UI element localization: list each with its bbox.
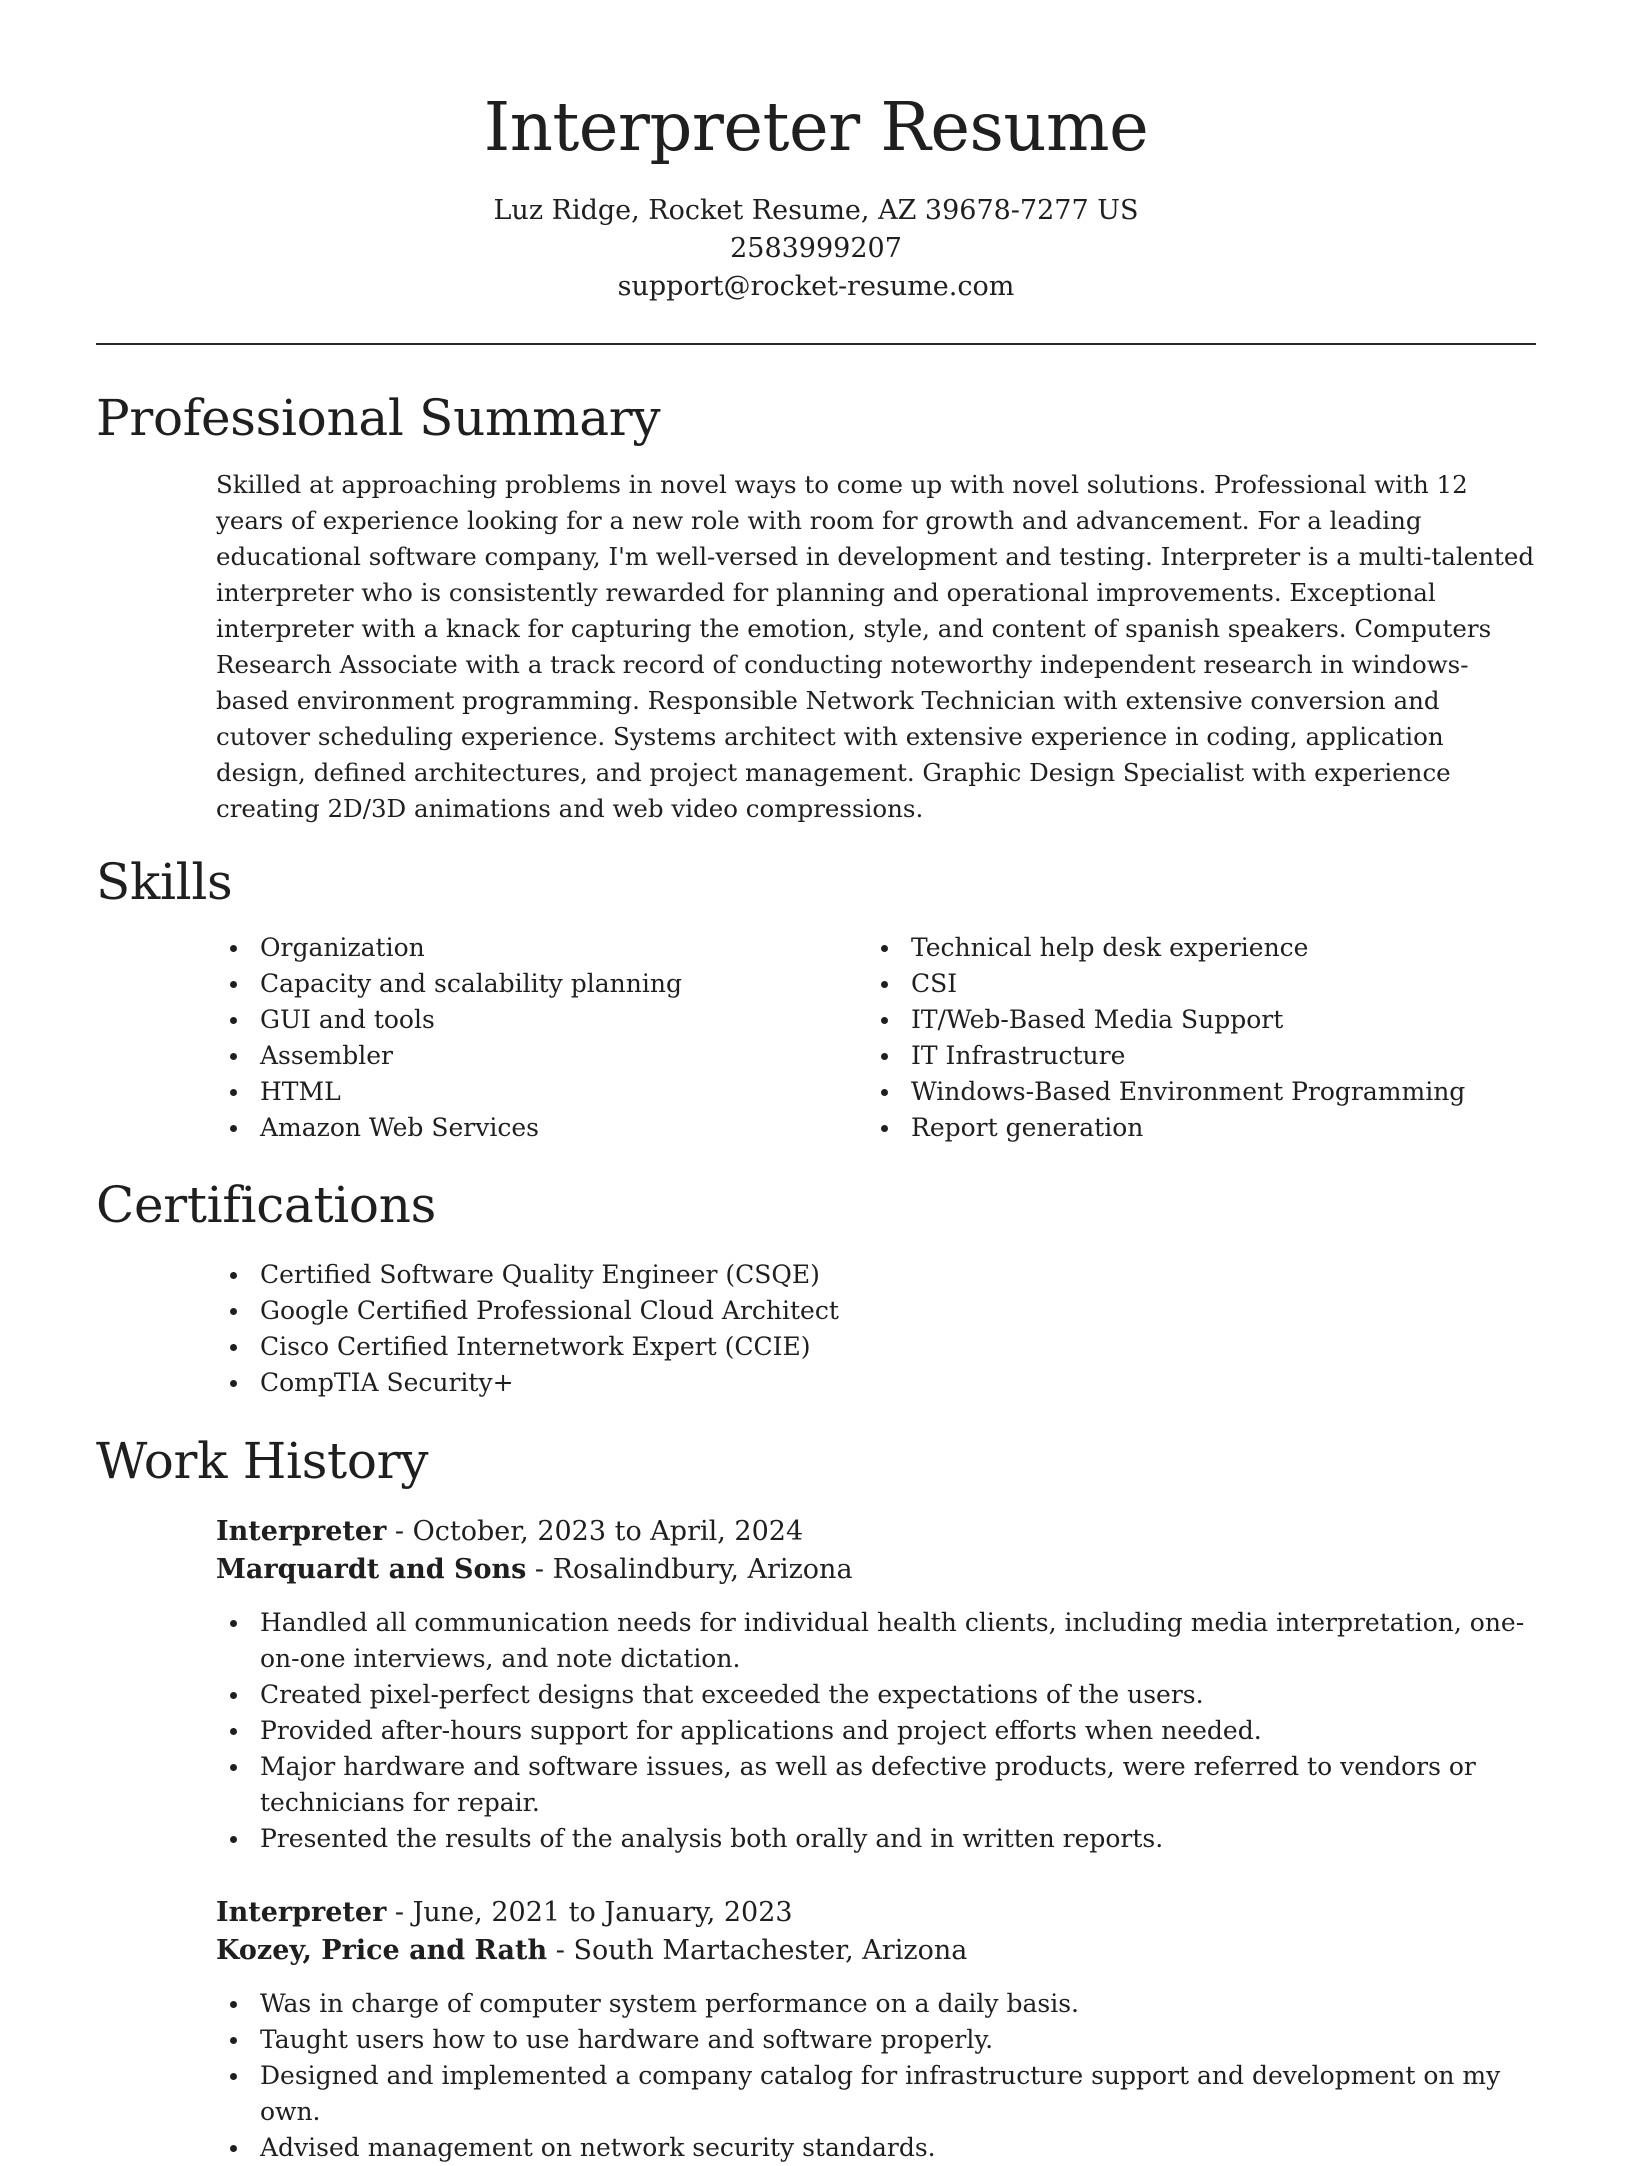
job-company-line [216,1551,1536,1589]
job-separator: - [386,1897,413,1928]
job-entry [96,1513,1536,1857]
certification-item: Google Certified Professional Cloud Architect [216,1293,1536,1329]
summary-section [96,385,1536,827]
job-company: Kozey, Price and Rath [216,1935,548,1966]
skill-item: Capacity and scalability planning [216,966,867,1002]
contact-email: support@rocket-resume.com [617,271,1015,302]
certifications-heading: Certifications [96,1176,436,1234]
summary-heading: Professional Summary [96,389,661,447]
certifications-section [96,1172,1536,1401]
skills-grid [96,930,1536,1146]
skill-item: CSI [867,966,1518,1002]
skills-list-right [867,930,1518,1146]
certification-item: CompTIA Security+ [216,1365,1536,1401]
job-duties-list [216,1986,1536,2166]
skill-item: HTML [216,1074,867,1110]
certification-item: Certified Software Quality Engineer (CSQE) [216,1257,1536,1293]
job-duty-item: Presented the results of the analysis both orally and in written reports. [216,1821,1536,1857]
contact-phone: 2583999207 [730,233,902,264]
job-duty-item: Taught users how to use hardware and software properly. [216,2022,1536,2058]
job-duty-item: Created pixel-perfect designs that exceeded the expectations of the users. [216,1677,1536,1713]
skill-item: Amazon Web Services [216,1110,867,1146]
job-title-line [216,1513,1536,1551]
job-duty-item: Was in charge of computer system performance on a daily basis. [216,1986,1536,2022]
job-separator: - [386,1516,413,1547]
job-company: Marquardt and Sons [216,1554,527,1585]
job-location: South Martachester, Arizona [573,1935,968,1966]
skill-item: Technical help desk experience [867,930,1518,966]
contact-address: Luz Ridge, Rocket Resume, AZ 39678-7277 US [493,195,1139,226]
skill-item: IT Infrastructure [867,1038,1518,1074]
resume-header [96,0,1536,306]
skill-item: Windows-Based Environment Programming [867,1074,1518,1110]
job-separator: - [547,1935,574,1966]
skills-list-left [216,930,867,1146]
job-dates: October, 2023 to April, 2024 [412,1516,804,1547]
header-divider [96,343,1536,345]
skill-item: Assembler [216,1038,867,1074]
summary-text: Skilled at approaching problems in novel ways to come up with novel solutions. Professional with 12 years of experience looking for a new role with room for growth and advancement. For a leading educational software company, I'm well-versed in development and testing. Interpreter is a multi-talented interpreter who is consistently rewarded for planning and operational improvements. Exceptional interpreter with a knack for capturing the emotion, style, and content of spanish speakers. Computers Research Associate with a track record of conducting noteworthy independent research in windows-based environment programming. Responsible Network Technician with extensive conversion and cutover scheduling experience. Systems architect with extensive experience in coding, application design, defined architectures, and project management. Graphic Design Specialist with experience creating 2D/3D animations and web video compressions. [216,470,1534,823]
job-duty-item: Major hardware and software issues, as well as defective products, were referred to vendors or technicians for repair. [216,1749,1536,1821]
skill-item: IT/Web-Based Media Support [867,1002,1518,1038]
job-title: Interpreter [216,1897,387,1928]
skill-item: Organization [216,930,867,966]
job-company-line [216,1932,1536,1970]
certification-item: Cisco Certified Internetwork Expert (CCIE) [216,1329,1536,1365]
job-title-line [216,1894,1536,1932]
job-separator: - [526,1554,553,1585]
skill-item: Report generation [867,1110,1518,1146]
work-history-section [96,1428,1536,2166]
work-history-heading: Work History [96,1432,429,1490]
job-duty-item: Provided after-hours support for applications and project efforts when needed. [216,1713,1536,1749]
job-duty-item: Handled all communication needs for individual health clients, including media interpretation, one-on-one interviews, and note dictation. [216,1605,1536,1677]
skills-heading: Skills [96,853,233,911]
certifications-list [96,1257,1536,1401]
job-title: Interpreter [216,1516,387,1547]
job-duties-list [216,1605,1536,1857]
job-dates: June, 2021 to January, 2023 [412,1897,793,1928]
job-entry [96,1894,1536,2166]
resume-title: Interpreter Resume [483,88,1149,166]
skill-item: GUI and tools [216,1002,867,1038]
skills-section [96,849,1536,1146]
job-duty-item: Advised management on network security standards. [216,2130,1536,2166]
job-location: Rosalindbury, Arizona [552,1554,853,1585]
job-duty-item: Designed and implemented a company catalog for infrastructure support and development on my own. [216,2058,1536,2130]
